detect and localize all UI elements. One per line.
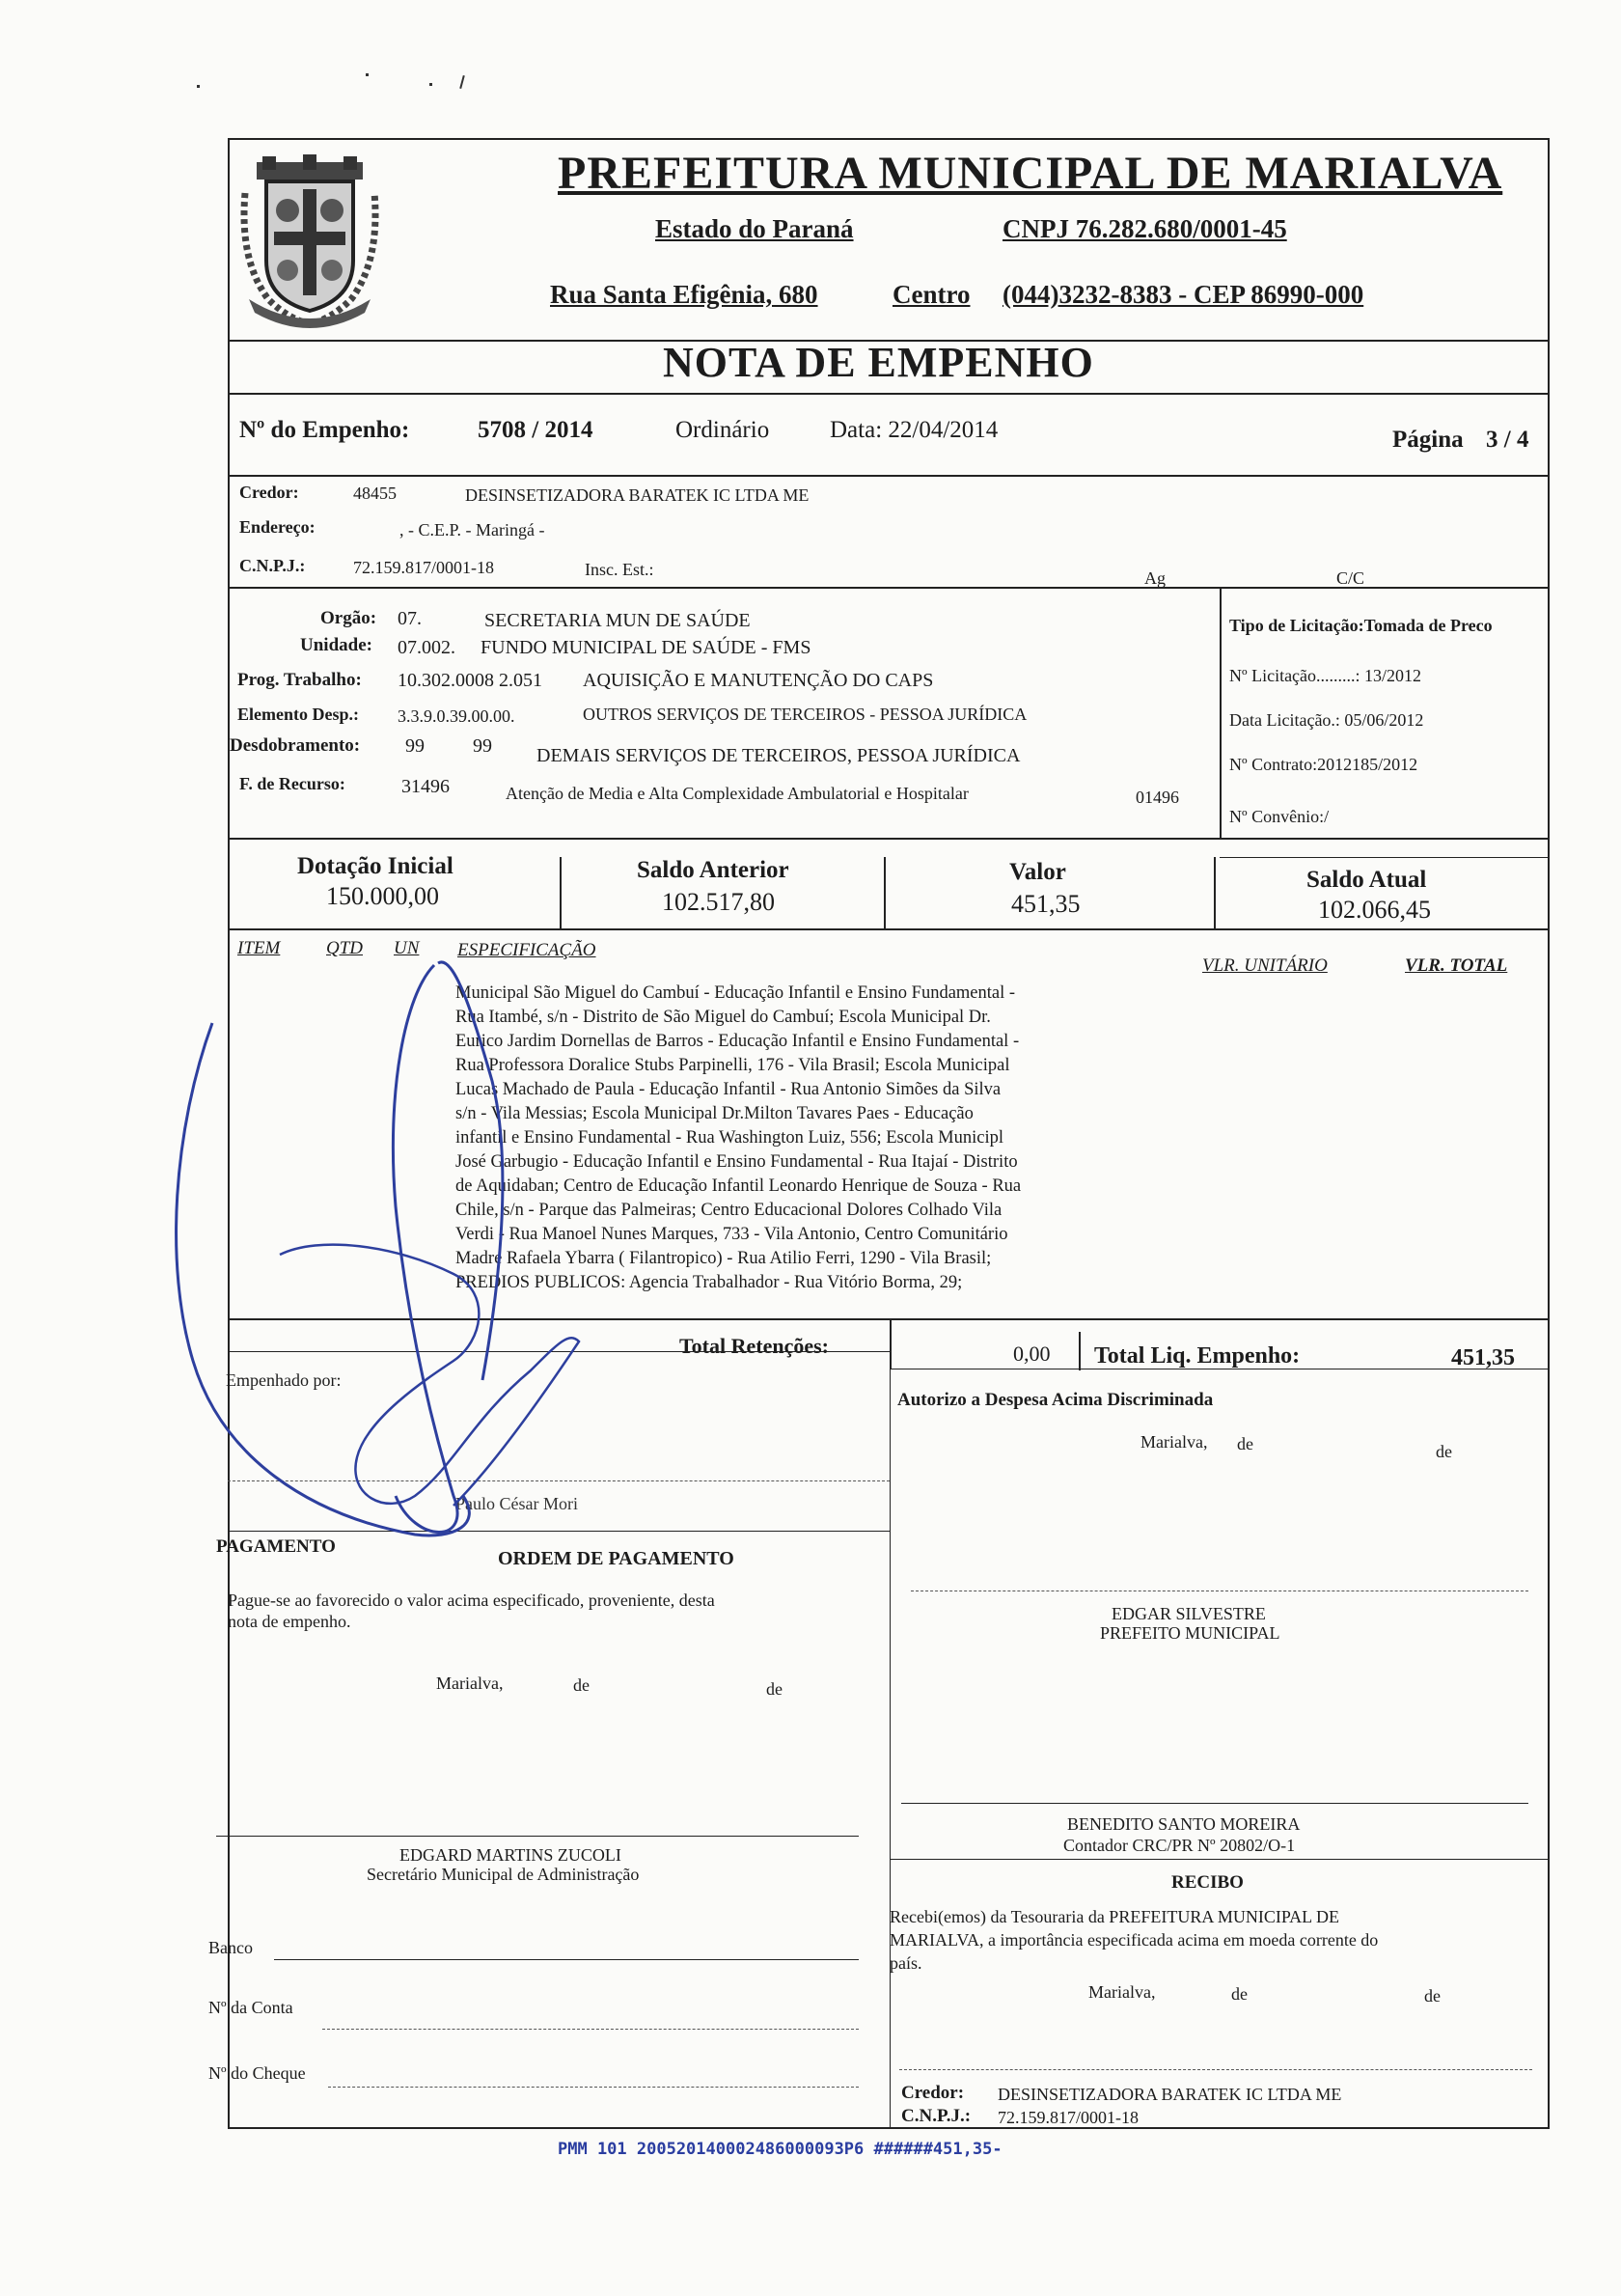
- scan-speck: [366, 73, 369, 76]
- liquido-label: Total Liq. Empenho:: [1094, 1343, 1301, 1369]
- spec-line: Municipal São Miguel do Cambuí - Educação Infantil e Ensino Fundamental -: [455, 983, 1016, 1003]
- saldo-anterior-label: Saldo Anterior: [637, 857, 789, 883]
- col-un-header: UN: [394, 938, 420, 958]
- ordem-pagamento-label: ORDEM DE PAGAMENTO: [498, 1548, 734, 1569]
- numero-convenio: Nº Convênio:/: [1229, 807, 1330, 826]
- desdobramento-name: DEMAIS SERVIÇOS DE TERCEIROS, PESSOA JURÍDICA: [536, 745, 1021, 766]
- retencoes-label: Total Retenções:: [679, 1334, 829, 1358]
- credor-code: 48455: [353, 484, 397, 503]
- conta-label: Nº da Conta: [208, 1998, 293, 2017]
- recibo-de-2: de: [1424, 1986, 1441, 2006]
- empenhado-por-name: Paulo César Mori: [455, 1494, 578, 1513]
- spec-line: s/n - Vila Messias; Escola Municipal Dr.Milton Tavares Paes - Educação: [455, 1104, 974, 1123]
- recibo-cnpj-label: C.N.P.J.:: [901, 2106, 972, 2126]
- scan-speck: [197, 85, 200, 88]
- recibo-credor-name: DESINSETIZADORA BARATEK IC LTDA ME: [998, 2085, 1342, 2104]
- orgao-label: Orgão:: [320, 608, 377, 628]
- cc-label: C/C: [1336, 568, 1365, 588]
- page-number: 3 / 4: [1486, 427, 1529, 453]
- pague-text-2: nota de empenho.: [228, 1612, 351, 1631]
- spec-line: Rua Itambé, s/n - Distrito de São Miguel do Cambuí; Escola Municipal Dr.: [455, 1008, 991, 1027]
- state-name: Estado do Paraná: [655, 214, 854, 243]
- cnpj-label: C.N.P.J.:: [239, 556, 306, 575]
- elemento-label: Elemento Desp.:: [237, 705, 359, 724]
- spec-line: Madre Rafaela Ybarra ( Filantropico) - Rua Atilio Ferri, 1290 - Vila Brasil;: [455, 1249, 992, 1268]
- valor-value: 451,35: [1011, 890, 1081, 918]
- orgao-code: 07.: [398, 608, 422, 629]
- pagamento-de-1: de: [573, 1675, 590, 1695]
- scan-speck: [429, 83, 432, 86]
- empenho-number: 5708 / 2014: [478, 417, 593, 443]
- spec-line: Eurico Jardim Dornellas de Barros - Educação Infantil e Ensino Fundamental -: [455, 1032, 1020, 1051]
- pagamento-de-2: de: [766, 1679, 783, 1699]
- prefeitura-cnpj: CNPJ 76.282.680/0001-45: [1003, 214, 1287, 243]
- coat-of-arms-icon: [239, 154, 380, 328]
- prefeitura-district: Centro: [893, 280, 971, 309]
- spec-line: Lucas Machado de Paula - Educação Infantil - Rua Antonio Simões da Silva: [455, 1080, 1002, 1099]
- liquido-value: 451,35: [1451, 1345, 1515, 1370]
- signature-scribble: [164, 955, 627, 1554]
- desdobramento-b: 99: [473, 735, 492, 757]
- autorizo-de-1: de: [1237, 1434, 1253, 1453]
- insc-est-label: Insc. Est.:: [585, 560, 654, 579]
- cheque-label: Nº do Cheque: [208, 2063, 306, 2083]
- pagamento-label: PAGAMENTO: [216, 1536, 336, 1557]
- prog-trabalho-code: 10.302.0008 2.051: [398, 670, 542, 691]
- banco-label: Banco: [208, 1938, 253, 1957]
- col-item-header: ITEM: [237, 938, 281, 958]
- pagamento-city: Marialva,: [436, 1674, 504, 1693]
- recibo-city: Marialva,: [1088, 1982, 1156, 2002]
- recibo-de-1: de: [1231, 1984, 1248, 2004]
- secretario-title: Secretário Municipal de Administração: [367, 1865, 640, 1884]
- contador-title: Contador CRC/PR Nº 20802/O-1: [1063, 1836, 1296, 1855]
- col-unit-header: VLR. UNITÁRIO: [1202, 955, 1328, 976]
- empenho-number-label: Nº do Empenho:: [239, 417, 410, 443]
- col-qtd-header: QTD: [326, 938, 364, 958]
- dotacao-label: Dotação Inicial: [297, 853, 453, 879]
- recurso-code: 31496: [401, 776, 450, 797]
- elemento-code: 3.3.9.0.39.00.00.: [398, 706, 515, 726]
- recibo-label: RECIBO: [1171, 1872, 1244, 1893]
- doc-type-title: NOTA DE EMPENHO: [663, 339, 1094, 386]
- unidade-code: 07.002.: [398, 637, 455, 658]
- prefeitura-title: PREFEITURA MUNICIPAL DE MARIALVA: [558, 148, 1503, 199]
- recibo-cnpj: 72.159.817/0001-18: [998, 2108, 1139, 2127]
- spec-line: de Aquidaban; Centro de Educação Infantil Leonardo Henrique de Souza - Rua: [455, 1176, 1022, 1196]
- spec-line: Verdi - Rua Manoel Nunes Marques, 733 - Vila Antonio, Centro Comunitário: [455, 1225, 1008, 1244]
- page-label: Página: [1392, 427, 1464, 453]
- numero-licitacao: Nº Licitação.........: 13/2012: [1229, 666, 1422, 685]
- recibo-text-2: MARIALVA, a importância especificada acima em moeda corrente do: [890, 1930, 1379, 1950]
- saldo-atual-label: Saldo Atual: [1306, 867, 1427, 893]
- spec-line: infantil e Ensino Fundamental - Rua Washington Luiz, 556; Escola Municipl: [455, 1128, 1003, 1148]
- prefeitura-address: Rua Santa Efigênia, 680: [550, 280, 818, 309]
- spec-line: José Garbugio - Educação Infantil e Ensino Fundamental - Rua Itajaí - Distrito: [455, 1152, 1018, 1172]
- recurso-number: 01496: [1136, 788, 1179, 807]
- pague-text-1: Pague-se ao favorecido o valor acima especificado, proveniente, desta: [228, 1591, 715, 1610]
- orgao-name: SECRETARIA MUN DE SAÚDE: [484, 610, 751, 631]
- contador-name: BENEDITO SANTO MOREIRA: [1067, 1814, 1301, 1834]
- recurso-label: F. de Recurso:: [239, 774, 345, 793]
- scan-speck: [459, 75, 465, 89]
- autorizo-city: Marialva,: [1140, 1432, 1208, 1452]
- recibo-text-1: Recebi(emos) da Tesouraria da PREFEITURA MUNICIPAL DE: [890, 1907, 1340, 1926]
- ag-label: Ag: [1144, 568, 1166, 588]
- spec-line: Rua Professora Doralice Stubs Parpinelli, 176 - Vila Brasil; Escola Municipal: [455, 1056, 1010, 1075]
- unidade-name: FUNDO MUNICIPAL DE SAÚDE - FMS: [481, 637, 811, 658]
- data-licitacao: Data Licitação.: 05/06/2012: [1229, 710, 1424, 730]
- spec-line: Chile, s/n - Parque das Palmeiras; Centro Educacional Dolores Colhado Vila: [455, 1201, 1003, 1220]
- tipo-licitacao: Tipo de Licitação:Tomada de Preco: [1229, 616, 1493, 635]
- desdobramento-label: Desdobramento:: [230, 735, 361, 756]
- unidade-label: Unidade:: [300, 635, 372, 655]
- recibo-credor-label: Credor:: [901, 2083, 965, 2103]
- credor-name: DESINSETIZADORA BARATEK IC LTDA ME: [465, 485, 810, 505]
- empenho-date: Data: 22/04/2014: [830, 417, 999, 443]
- barcode-line: PMM 101 200520140002486000093P6 ######451,35-: [558, 2140, 1003, 2159]
- col-total-header: VLR. TOTAL: [1405, 955, 1508, 976]
- saldo-atual-value: 102.066,45: [1318, 896, 1431, 924]
- spec-line: PREDIOS PUBLICOS: Agencia Trabalhador - Rua Vitório Borma, 29;: [455, 1273, 963, 1292]
- valor-label: Valor: [1009, 859, 1066, 885]
- saldo-anterior-value: 102.517,80: [662, 888, 775, 916]
- prog-trabalho-name: AQUISIÇÃO E MANUTENÇÃO DO CAPS: [583, 670, 934, 691]
- elemento-name: OUTROS SERVIÇOS DE TERCEIROS - PESSOA JURÍDICA: [583, 705, 1028, 724]
- retencoes-value: 0,00: [1013, 1342, 1051, 1366]
- endereco-label: Endereço:: [239, 517, 316, 537]
- recibo-text-3: país.: [890, 1953, 922, 1973]
- recurso-name: Atenção de Media e Alta Complexidade Ambulatorial e Hospitalar: [506, 784, 969, 803]
- autorizo-label: Autorizo a Despesa Acima Discriminada: [897, 1390, 1214, 1410]
- secretario-name: EDGARD MARTINS ZUCOLI: [399, 1845, 621, 1865]
- prefeito-name: EDGAR SILVESTRE: [1112, 1604, 1266, 1623]
- autorizo-de-2: de: [1436, 1442, 1452, 1461]
- credor-cnpj: 72.159.817/0001-18: [353, 558, 494, 577]
- credor-label: Credor:: [239, 483, 299, 502]
- numero-contrato: Nº Contrato:2012185/2012: [1229, 755, 1418, 774]
- dotacao-value: 150.000,00: [326, 882, 439, 910]
- empenho-kind: Ordinário: [675, 417, 770, 443]
- prog-trabalho-label: Prog. Trabalho:: [237, 670, 362, 690]
- endereco-value: , - C.E.P. - Maringá -: [399, 520, 545, 539]
- empenhado-por-label: Empenhado por:: [226, 1370, 342, 1390]
- prefeitura-phone-cep: (044)3232-8383 - CEP 86990-000: [1003, 280, 1364, 309]
- col-spec-header: ESPECIFICAÇÃO: [457, 940, 596, 960]
- prefeito-title: PREFEITO MUNICIPAL: [1100, 1623, 1280, 1643]
- desdobramento-a: 99: [405, 735, 425, 757]
